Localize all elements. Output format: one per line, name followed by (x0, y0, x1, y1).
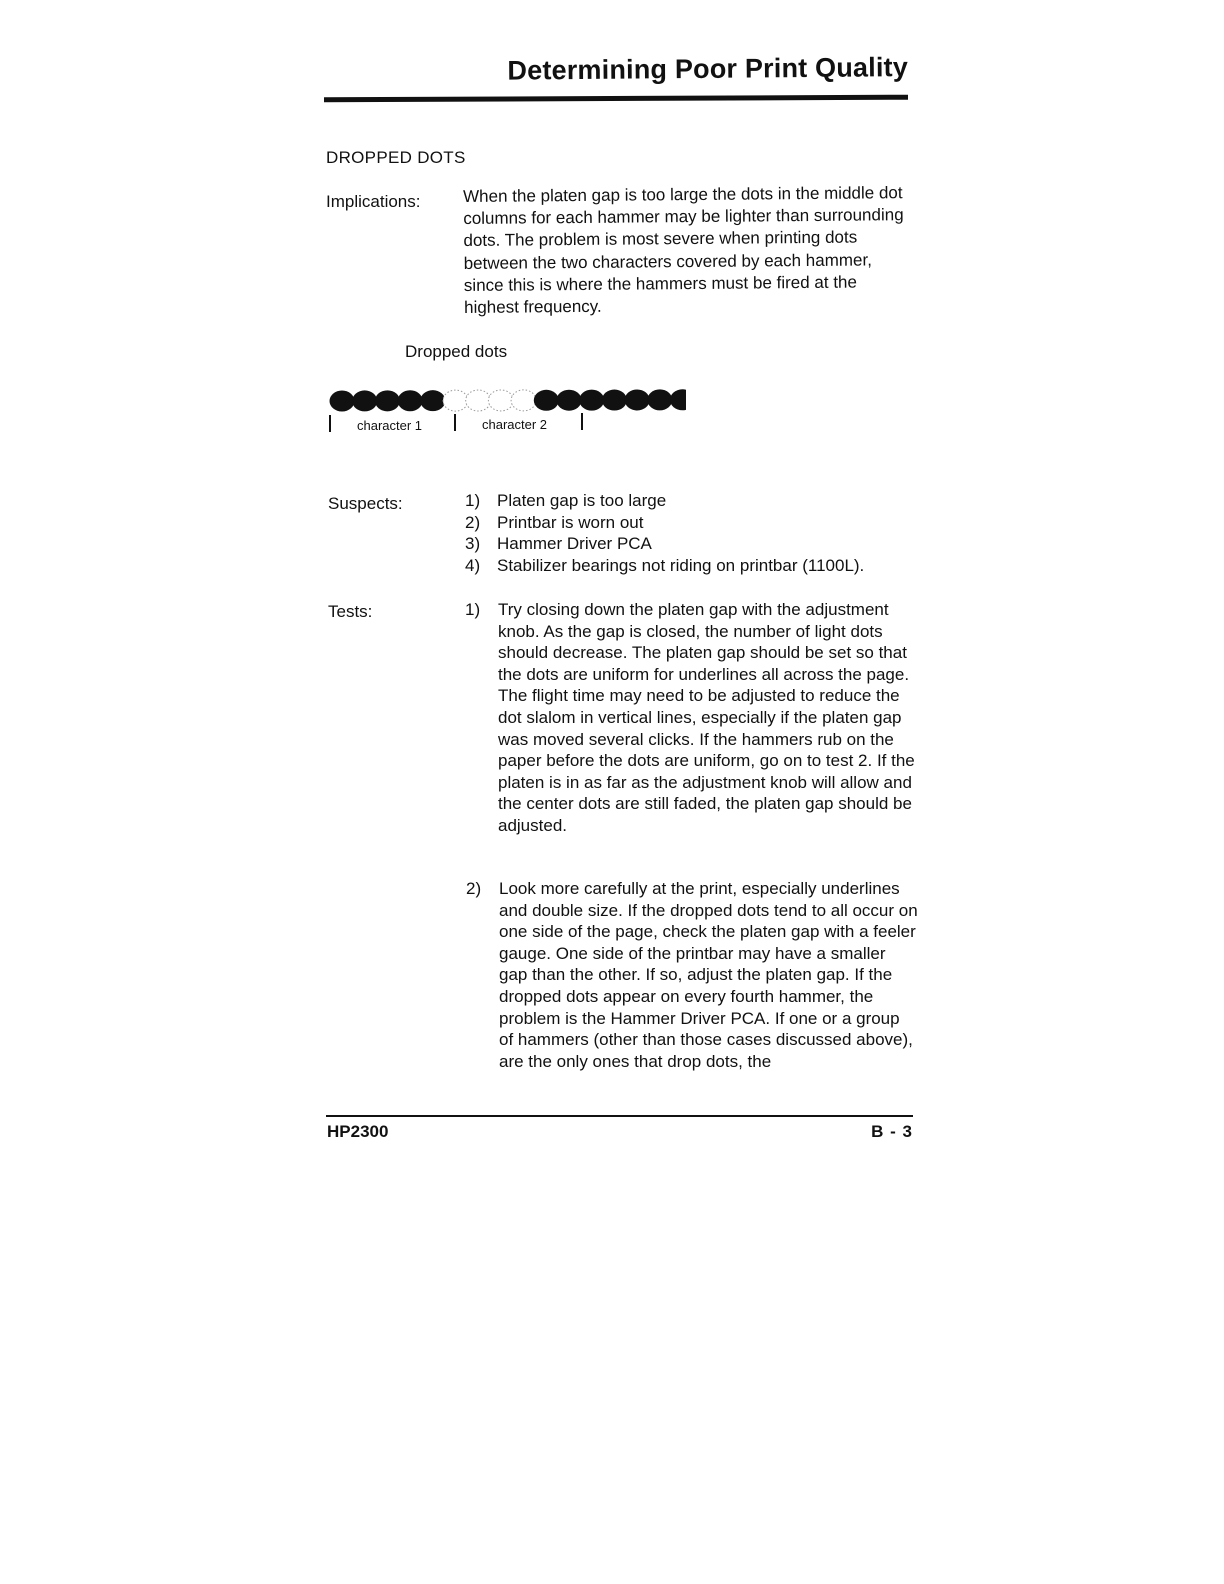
printed-dot (352, 390, 377, 411)
character-2-label: character 2 (482, 417, 548, 432)
list-item-number: 3) (465, 534, 481, 554)
tests-label: Tests: (328, 602, 373, 621)
figure-caption: Dropped dots (405, 342, 508, 361)
page-title: Determining Poor Print Quality (507, 52, 909, 86)
list-item-text: Printbar is worn out (497, 512, 644, 532)
list-item (465, 533, 915, 555)
test-item-number: 2) (466, 879, 482, 898)
test-item-text: Try closing down the platen gap with the adjustment knob. As the gap is closed, the number of light dots should decrease. The platen gap should be set so that the dots are uniform for underlines all across the page. The flight time may need to be adjusted to reduce the dot slalom in vertical lines, especially if the platen gap was moved several clicks. If the hammers rub on the paper before the dots are uniform, go on to test 2. If the platen is in as far as the adjustment knob will allow and the center dots are still faded, the platen gap should be adjusted. (498, 600, 915, 835)
list-item-text: Platen gap is too large (497, 491, 667, 510)
test-item (465, 599, 917, 837)
list-item (465, 490, 915, 512)
test-item-text: Look more carefully at the print, especially underlines and double size. If the dropped dots tend to all occur on one side of the page, check the platen gap with a feeler gauge. One side of the printbar may have a smaller gap than the other. If so, adjust the platen gap. If the dropped dots appear on every fourth hammer, the problem is the Hammer Driver PCA. If one or a group of hammers (other than those cases discussed above), are the only ones that drop dots, the (499, 879, 918, 1071)
printed-dot (534, 390, 559, 411)
suspects-list (465, 490, 915, 576)
printed-dot (625, 389, 650, 410)
dropped-dot (511, 390, 536, 411)
printed-dot (420, 390, 445, 411)
footer-model: HP2300 (327, 1122, 389, 1141)
list-item-number: 1) (465, 491, 481, 510)
character-boundary-tick (581, 413, 583, 430)
test-item (466, 878, 918, 1072)
list-item-text: Hammer Driver PCA (497, 534, 652, 554)
footer-rule (326, 1115, 913, 1117)
dropped-dots-figure (326, 385, 686, 419)
list-item-number: 2) (465, 512, 481, 532)
implications-text: When the platen gap is too large the dots in the middle dot columns for each hammer may be lighter than surrounding dots. The problem is most severe when printing dots between the two characters covered by each hammer, since this is where the hammers must be fired at the highest frequency. (463, 183, 904, 318)
list-item (465, 555, 915, 577)
character-boundary-tick (329, 415, 331, 432)
character-1-label: character 1 (357, 418, 423, 433)
suspects-label: Suspects: (328, 494, 403, 513)
printed-dot (602, 390, 627, 411)
printed-dot (579, 390, 604, 411)
printed-dot (557, 390, 582, 411)
list-item (465, 512, 915, 534)
implications-label: Implications: (326, 192, 421, 211)
printed-dot (330, 391, 355, 412)
printed-dot (647, 389, 672, 410)
footer-page-number: B - 3 (871, 1122, 913, 1141)
section-heading: DROPPED DOTS (326, 148, 466, 167)
list-item-text: Stabilizer bearings not riding on printbar (1100L). (497, 555, 865, 575)
list-item-number: 4) (465, 555, 481, 575)
dropped-dot (466, 390, 491, 411)
test-item-number: 1) (465, 600, 481, 619)
dropped-dot (443, 390, 468, 411)
dropped-dot (488, 390, 513, 411)
printed-dot (670, 389, 686, 410)
printed-dot (398, 390, 423, 411)
title-rule (324, 95, 908, 103)
printed-dot (375, 390, 400, 411)
character-boundary-tick (454, 414, 456, 431)
